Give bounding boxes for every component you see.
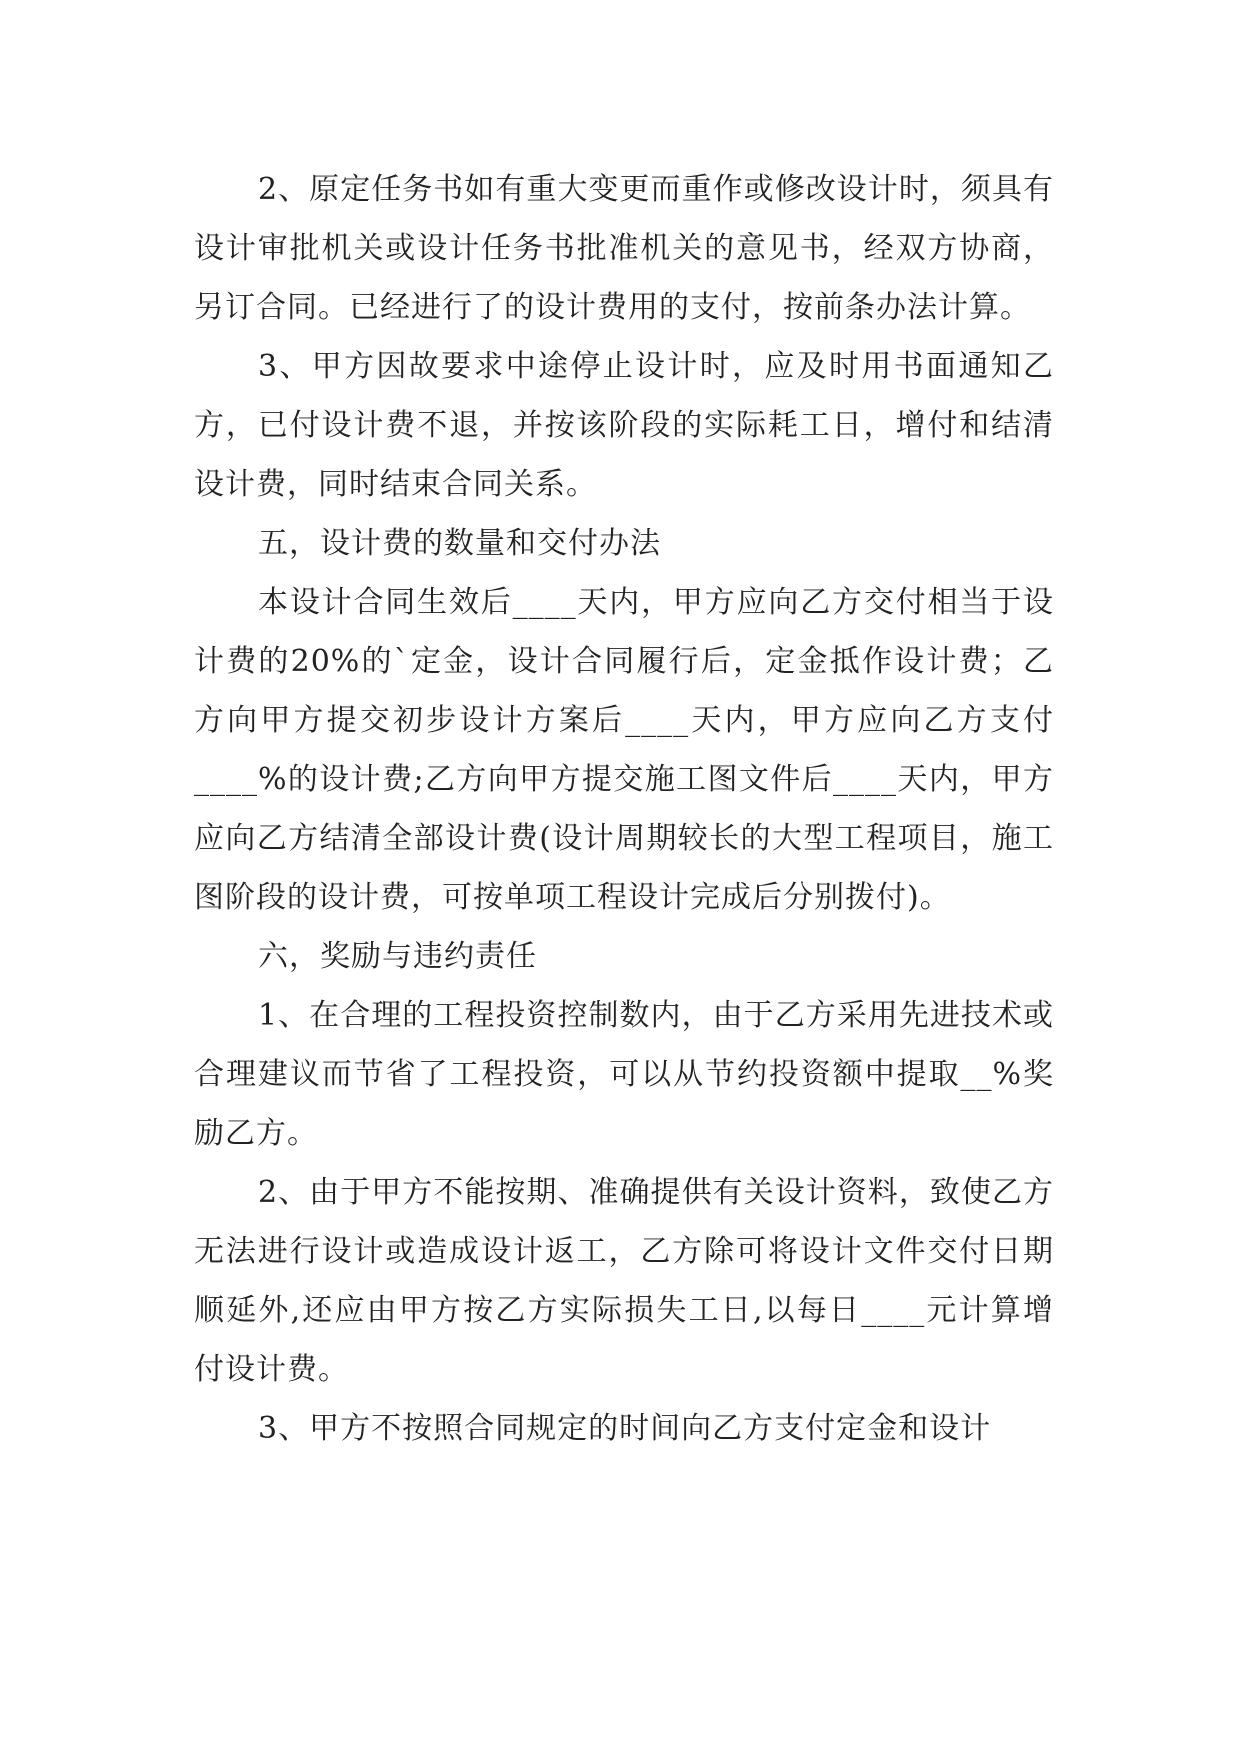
- paragraph-delay-clause: 2、由于甲方不能按期、准确提供有关设计资料，致使乙方无法进行设计或造成设计返工，乙方除可将设计文件交付日期顺延外,还应由甲方按乙方实际损失工日,以每日____元计算增付设计费。: [194, 1175, 1054, 1387]
- paragraph-fee-payment: 本设计合同生效后____天内，甲方应向乙方交付相当于设计费的20%的`定金，设计合同履行后，定金抵作设计费；乙方向甲方提交初步设计方案后____天内，甲方应向乙方支付____%的设计费;乙方向甲方提交施工图文件后____天内，甲方应向乙方结清全部设计费(设计周期较长的大型工程项目，施工图阶段的设计费，可按单项工程设计完成后分别拨付)。: [194, 585, 1054, 915]
- paragraph-payment-default-clause: 3、甲方不按照合同规定的时间向乙方支付定金和设计: [258, 1411, 992, 1446]
- paragraph-redesign-clause: 2、原定任务书如有重大变更而重作或修改设计时，须具有设计审批机关或设计任务书批准机关的意见书，经双方协商，另订合同。已经进行了的设计费用的支付，按前条办法计算。: [194, 172, 1054, 325]
- contract-text: [194, 160, 1054, 1458]
- section-heading-fee-payment: 五，设计费的数量和交付办法: [258, 526, 661, 561]
- paragraph-stop-design-clause: 3、甲方因故要求中途停止设计时，应及时用书面通知乙方，已付设计费不退，并按该阶段的实际耗工日，增付和结清设计费，同时结束合同关系。: [194, 349, 1054, 502]
- paragraph-reward-clause: 1、在合理的工程投资控制数内，由于乙方采用先进技术或合理建议而节省了工程投资，可以从节约投资额中提取__%奖励乙方。: [194, 998, 1054, 1151]
- section-heading-rewards-liability: 六，奖励与违约责任: [258, 939, 537, 974]
